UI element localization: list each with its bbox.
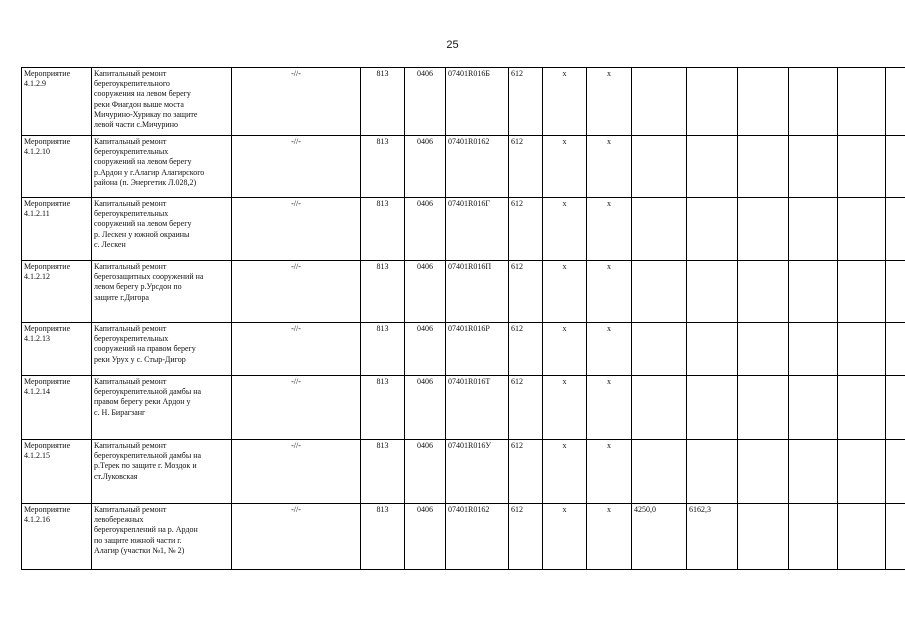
executor: -//- bbox=[232, 68, 361, 136]
rzpr: 0406 bbox=[405, 198, 446, 261]
measure-name: Капитальный ремонт берегоукрепительного сооружения на левом берегу реки Фиагдон выше моста Мичурино-Хурикау по защите левой части с.Мичурино bbox=[92, 68, 232, 136]
table-row bbox=[22, 198, 905, 261]
rzpr: 0406 bbox=[405, 376, 446, 440]
value-4 bbox=[789, 440, 838, 504]
measure-code: Мероприятие 4.1.2.16 bbox=[22, 504, 92, 570]
value-6 bbox=[886, 440, 905, 504]
vr: 612 bbox=[509, 323, 543, 376]
value-2 bbox=[687, 376, 738, 440]
col-a: x bbox=[543, 376, 587, 440]
value-3 bbox=[738, 198, 789, 261]
grbs: 813 bbox=[361, 68, 405, 136]
executor: -//- bbox=[232, 198, 361, 261]
value-3 bbox=[738, 136, 789, 198]
executor: -//- bbox=[232, 323, 361, 376]
table-row bbox=[22, 376, 905, 440]
vr: 612 bbox=[509, 198, 543, 261]
page-number: 25 bbox=[446, 39, 459, 51]
csr: 07401R016Б bbox=[446, 68, 509, 136]
value-4 bbox=[789, 261, 838, 323]
value-5 bbox=[838, 136, 886, 198]
vr: 612 bbox=[509, 440, 543, 504]
vr: 612 bbox=[509, 68, 543, 136]
value-6 bbox=[886, 68, 905, 136]
value-4 bbox=[789, 198, 838, 261]
csr: 07401R016У bbox=[446, 440, 509, 504]
col-a: x bbox=[543, 504, 587, 570]
value-2 bbox=[687, 136, 738, 198]
grbs: 813 bbox=[361, 136, 405, 198]
measure-code: Мероприятие 4.1.2.11 bbox=[22, 198, 92, 261]
value-1 bbox=[632, 261, 687, 323]
table-row bbox=[22, 440, 905, 504]
col-b: x bbox=[587, 198, 632, 261]
table-row bbox=[22, 68, 905, 136]
value-4 bbox=[789, 323, 838, 376]
table-row bbox=[22, 261, 905, 323]
col-b: x bbox=[587, 504, 632, 570]
value-3 bbox=[738, 440, 789, 504]
executor: -//- bbox=[232, 376, 361, 440]
value-5 bbox=[838, 440, 886, 504]
col-a: x bbox=[543, 198, 587, 261]
executor: -//- bbox=[232, 261, 361, 323]
value-6 bbox=[886, 136, 905, 198]
measure-code: Мероприятие 4.1.2.9 bbox=[22, 68, 92, 136]
col-a: x bbox=[543, 261, 587, 323]
value-4 bbox=[789, 376, 838, 440]
grbs: 813 bbox=[361, 376, 405, 440]
rzpr: 0406 bbox=[405, 440, 446, 504]
value-2 bbox=[687, 323, 738, 376]
executor: -//- bbox=[232, 440, 361, 504]
col-b: x bbox=[587, 440, 632, 504]
value-2 bbox=[687, 198, 738, 261]
rzpr: 0406 bbox=[405, 504, 446, 570]
col-a: x bbox=[543, 323, 587, 376]
value-1 bbox=[632, 376, 687, 440]
value-5 bbox=[838, 323, 886, 376]
value-4 bbox=[789, 136, 838, 198]
measure-name: Капитальный ремонт берегозащитных сооружений на левом берегу р.Урсдон по защите г.Дигора bbox=[92, 261, 232, 323]
value-3 bbox=[738, 261, 789, 323]
measure-code: Мероприятие 4.1.2.13 bbox=[22, 323, 92, 376]
grbs: 813 bbox=[361, 323, 405, 376]
grbs: 813 bbox=[361, 504, 405, 570]
csr: 07401R016Т bbox=[446, 376, 509, 440]
value-5 bbox=[838, 504, 886, 570]
measure-name: Капитальный ремонт левобережных берегоукреплений на р. Ардон по защите южной части г. Алагир (участки №1, № 2) bbox=[92, 504, 232, 570]
executor: -//- bbox=[232, 504, 361, 570]
col-b: x bbox=[587, 261, 632, 323]
measure-code: Мероприятие 4.1.2.10 bbox=[22, 136, 92, 198]
measure-name: Капитальный ремонт берегоукрепительных сооружений на левом берегу р. Лескен у южной окраины с. Лескен bbox=[92, 198, 232, 261]
value-2 bbox=[687, 68, 738, 136]
table-row bbox=[22, 136, 905, 198]
executor: -//- bbox=[232, 136, 361, 198]
program-table bbox=[21, 67, 905, 570]
vr: 612 bbox=[509, 136, 543, 198]
value-3 bbox=[738, 376, 789, 440]
value-5 bbox=[838, 198, 886, 261]
table-row bbox=[22, 323, 905, 376]
csr: 07401R0162 bbox=[446, 136, 509, 198]
value-3 bbox=[738, 323, 789, 376]
value-4 bbox=[789, 68, 838, 136]
value-1 bbox=[632, 440, 687, 504]
rzpr: 0406 bbox=[405, 323, 446, 376]
measure-code: Мероприятие 4.1.2.15 bbox=[22, 440, 92, 504]
table-row bbox=[22, 504, 905, 570]
col-b: x bbox=[587, 323, 632, 376]
rzpr: 0406 bbox=[405, 261, 446, 323]
csr: 07401R016П bbox=[446, 261, 509, 323]
value-1: 4250,0 bbox=[632, 504, 687, 570]
measure-name: Капитальный ремонт берегоукрепительных сооружений на правом берегу реки Урух у с. Стыр-Дигор bbox=[92, 323, 232, 376]
measure-name: Капитальный ремонт берегоукрепительных сооружений на левом берегу р.Ардон у г.Алагир Алагирского района (п. Энергетик Л.028,2) bbox=[92, 136, 232, 198]
rzpr: 0406 bbox=[405, 68, 446, 136]
value-1 bbox=[632, 136, 687, 198]
col-a: x bbox=[543, 136, 587, 198]
value-6 bbox=[886, 376, 905, 440]
value-5 bbox=[838, 376, 886, 440]
value-1 bbox=[632, 323, 687, 376]
grbs: 813 bbox=[361, 440, 405, 504]
csr: 07401R016Г bbox=[446, 198, 509, 261]
value-2 bbox=[687, 440, 738, 504]
value-6 bbox=[886, 323, 905, 376]
measure-name: Капитальный ремонт берегоукрепительной дамбы на р.Терек по защите г. Моздок и ст.Луковская bbox=[92, 440, 232, 504]
measure-code: Мероприятие 4.1.2.12 bbox=[22, 261, 92, 323]
rzpr: 0406 bbox=[405, 136, 446, 198]
measure-code: Мероприятие 4.1.2.14 bbox=[22, 376, 92, 440]
value-6 bbox=[886, 504, 905, 570]
csr: 07401R016Р bbox=[446, 323, 509, 376]
value-6 bbox=[886, 261, 905, 323]
value-5 bbox=[838, 261, 886, 323]
grbs: 813 bbox=[361, 261, 405, 323]
value-5 bbox=[838, 68, 886, 136]
vr: 612 bbox=[509, 376, 543, 440]
csr: 07401R0162 bbox=[446, 504, 509, 570]
col-b: x bbox=[587, 376, 632, 440]
col-a: x bbox=[543, 440, 587, 504]
value-1 bbox=[632, 68, 687, 136]
vr: 612 bbox=[509, 261, 543, 323]
value-1 bbox=[632, 198, 687, 261]
col-a: x bbox=[543, 68, 587, 136]
measure-name: Капитальный ремонт берегоукрепительной дамбы на правом берегу реки Ардон у с. Н. Бирагзанг bbox=[92, 376, 232, 440]
value-3 bbox=[738, 68, 789, 136]
value-2 bbox=[687, 261, 738, 323]
value-2: 6162,3 bbox=[687, 504, 738, 570]
vr: 612 bbox=[509, 504, 543, 570]
col-b: x bbox=[587, 136, 632, 198]
grbs: 813 bbox=[361, 198, 405, 261]
value-4 bbox=[789, 504, 838, 570]
value-6 bbox=[886, 198, 905, 261]
value-3 bbox=[738, 504, 789, 570]
col-b: x bbox=[587, 68, 632, 136]
